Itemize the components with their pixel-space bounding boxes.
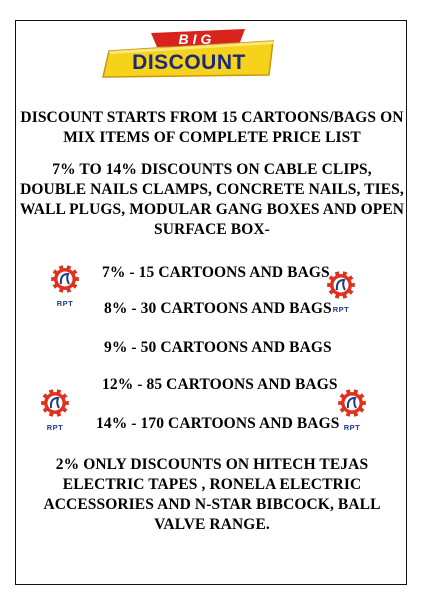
- rpt-logo: RPT: [36, 386, 74, 432]
- rate-row-7: 7% - 15 CARTOONS AND BAGS: [102, 264, 330, 281]
- gear-logo-icon: [36, 386, 74, 422]
- banner-discount-text: DISCOUNT: [132, 51, 246, 74]
- footer-line-1: 2% ONLY DISCOUNTS ON HITECH TEJAS: [55, 456, 369, 473]
- banner-big-text: BIG: [178, 31, 216, 47]
- gear-logo-icon: [46, 262, 84, 298]
- products-line-1: 7% TO 14% DISCOUNTS ON CABLE CLIPS,: [52, 161, 372, 178]
- rpt-logo: RPT: [333, 386, 371, 432]
- gear-logo-icon: [333, 386, 371, 422]
- footer-line-3: ACCESSORIES AND N-STAR BIBCOCK, BALL: [43, 496, 381, 513]
- products-line-3: WALL PLUGS, MODULAR GANG BOXES AND OPEN: [19, 201, 405, 218]
- rate-row-14: 14% - 170 CARTOONS AND BAGS: [96, 415, 340, 432]
- rpt-logo: RPT: [46, 262, 84, 308]
- intro-line-2: MIX ITEMS OF COMPLETE PRICE LIST: [63, 129, 361, 146]
- footer-line-4: VALVE RANGE.: [154, 516, 270, 533]
- intro-line-1: DISCOUNT STARTS FROM 15 CARTOONS/BAGS ON: [20, 109, 404, 126]
- big-discount-banner: [93, 27, 283, 79]
- rate-row-12: 12% - 85 CARTOONS AND BAGS: [102, 376, 338, 393]
- products-line-4: SURFACE BOX-: [154, 221, 270, 238]
- products-line-2: DOUBLE NAILS CLAMPS, CONCRETE NAILS, TIES,: [20, 181, 404, 198]
- rpt-logo: RPT: [322, 268, 360, 314]
- footer-line-2: ELECTRIC TAPES , RONELA ELECTRIC: [62, 476, 362, 493]
- rate-row-9: 9% - 50 CARTOONS AND BAGS: [104, 339, 332, 356]
- gear-logo-icon: [322, 268, 360, 304]
- rate-row-8: 8% - 30 CARTOONS AND BAGS: [104, 300, 332, 317]
